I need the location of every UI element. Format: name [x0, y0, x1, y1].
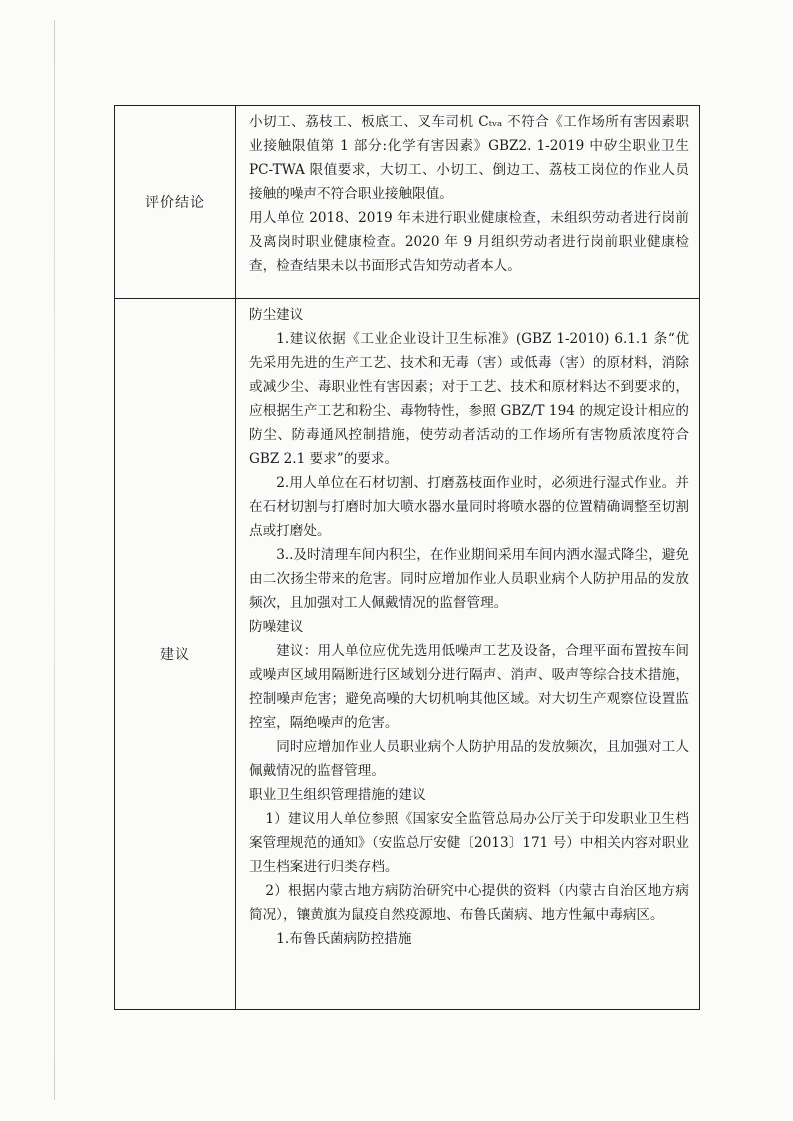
noise-heading: 防噪建议	[249, 619, 304, 635]
cell-conclusion-content	[236, 106, 700, 299]
mgmt-item-1: 1）建议用人单位参照《国家安全监管总局办公厅关于印发职业卫生档案管理规范的通知》（安监总厅安健〔2013〕171 号）中相关内容对职业卫生档案进行归类存档。	[249, 811, 689, 875]
label-suggestions: 建议	[115, 299, 236, 1010]
conclusion-paragraph-1: 小切工、荔枝工、板底工、叉车司机 Cₜᵥₐ 不符合《工作场所有害因素职业接触限值第 1 部分:化学有害因素》GBZ2. 1-2019 中矽尘职业卫生 PC-TWA 限值要求，大切工、小切工、倒边工、荔枝工岗位的作业人员接触的噪声不符合职业接触限值。	[249, 114, 689, 202]
conclusion-paragraph-2: 用人单位 2018、2019 年未进行职业健康检查，未组织劳动者进行岗前及离岗时职业健康检查。2020 年 9 月组织劳动者进行岗前职业健康检查，检查结果未以书面形式告知劳动者本人。	[249, 210, 689, 274]
evaluation-table	[114, 105, 700, 1010]
brucella-heading: 1.布鲁氏菌病防控措施	[276, 931, 412, 947]
dust-item-1: 1.建议依据《工业企业设计卫生标准》(GBZ 1-2010) 6.1.1 条“优先采用先进的生产工艺、技术和无毒（害）或低毒（害）的原材料，消除或减少尘、毒职业性有害因素；对于工艺、技术和原材料达不到要求的，应根据生产工艺和粉尘、毒物特性，参照 GBZ/T 194 的规定设计相应的防尘、防毒通风控制措施，使劳动者活动的工作场所有害物质浓度符合 GBZ 2.1 要求”的要求。	[249, 331, 689, 467]
dust-item-2: 2.用人单位在石材切割、打磨荔枝面作业时，必须进行湿式作业。并在石材切割与打磨时加大喷水器水量同时将喷水器的位置精确调整至切割点或打磨处。	[249, 475, 689, 539]
scan-edge-line	[54, 20, 55, 1100]
mgmt-heading: 职业卫生组织管理措施的建议	[249, 787, 426, 803]
cell-suggestions-content	[236, 299, 700, 1010]
table-row-suggestions	[115, 299, 700, 1010]
label-evaluation-conclusion: 评价结论	[115, 106, 236, 299]
dust-item-3: 3..及时清理车间内积尘，在作业期间采用车间内洒水湿式降尘，避免由二次扬尘带来的危害。同时应增加作业人员职业病个人防护用品的发放频次，且加强对工人佩戴情况的监督管理。	[249, 547, 689, 611]
dust-heading: 防尘建议	[249, 307, 304, 323]
mgmt-item-2: 2）根据内蒙古地方病防治研究中心提供的资料（内蒙古自治区地方病简况），镶黄旗为鼠疫自然疫源地、布鲁氏菌病、地方性氟中毒病区。	[249, 883, 689, 923]
table-row-conclusion	[115, 106, 700, 299]
noise-item-2: 同时应增加作业人员职业病个人防护用品的发放频次，且加强对工人佩戴情况的监督管理。	[249, 739, 689, 779]
noise-item-1: 建议：用人单位应优先选用低噪声工艺及设备，合理平面布置按车间或噪声区域用隔断进行区域划分进行隔声、消声、吸声等综合技术措施，控制噪声危害；避免高噪的大切机响其他区域。对大切生产观察位设置监控室，隔绝噪声的危害。	[249, 643, 689, 731]
